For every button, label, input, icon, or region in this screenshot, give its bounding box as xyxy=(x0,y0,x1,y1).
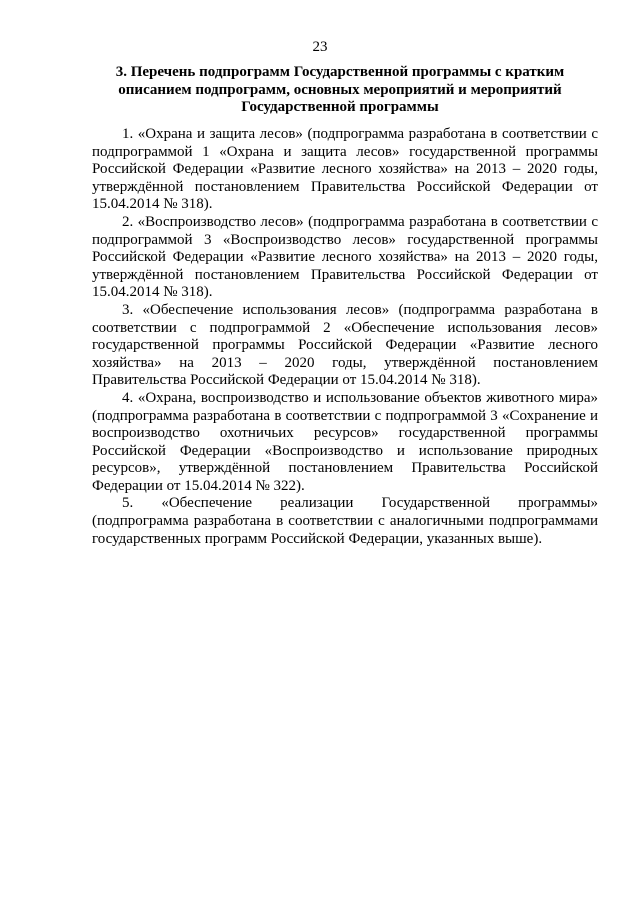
section-title: 3. Перечень подпрограмм Государственной программы с кратким описанием подпрограмм, основных мероприятий и мероприятий Государственной программы xyxy=(115,64,565,115)
paragraph-subprogram-1: 1. «Охрана и защита лесов» (подпрограмма разработана в соответствии с подпрограммой 1 «Охрана и защита лесов» государственной программы Российской Федерации «Развитие лесного хозяйства» на 2013 – 2020 годы, утверждённой постановлением Правительства Российской Федерации от 15.04.2014 № 318). xyxy=(92,126,598,213)
paragraph-subprogram-4: 4. «Охрана, воспроизводство и использование объектов животного мира» (подпрограмма разработана в соответствии с подпрограммой 3 «Сохранение и воспроизводство охотничьих ресурсов» государственной программы Российской Федерации «Воспроизводство и использование природных ресурсов», утверждённой постановлением Правительства Российской Федерации от 15.04.2014 № 322). xyxy=(92,389,598,494)
page-number: 23 xyxy=(312,39,328,55)
document-body xyxy=(92,126,598,548)
paragraph-subprogram-2: 2. «Воспроизводство лесов» (подпрограмма разработана в соответствии с подпрограммой 3 «Воспроизводство лесов» государственной программы Российской Федерации «Развитие лесного хозяйства» на 2013 – 2020 годы, утверждённой постановлением Правительства Российской Федерации от 15.04.2014 № 318). xyxy=(92,213,598,301)
paragraph-subprogram-5: 5. «Обеспечение реализации Государственной программы» (подпрограмма разработана в соответствии с аналогичными подпрограммами государственных программ Российской Федерации, указанных выше). xyxy=(92,495,598,547)
paragraph-subprogram-3: 3. «Обеспечение использования лесов» (подпрограмма разработана в соответствии с подпрограммой 2 «Обеспечение использования лесов» государственной программы Российской Федерации «Развитие лесного хозяйства» на 2013 – 2020 годы, утверждённой постановлением Правительства Российской Федерации от 15.04.2014 № 318). xyxy=(92,301,598,389)
